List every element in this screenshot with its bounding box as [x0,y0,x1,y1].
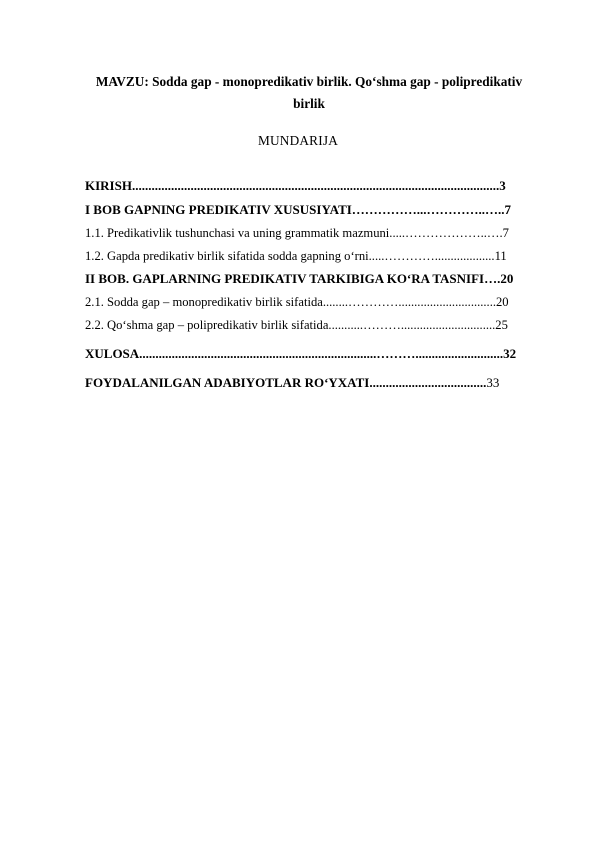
toc-entry-kirish: KIRISH.................................................................................................................3 [85,178,506,193]
document-title-line-2: birlik [293,96,325,111]
toc-entry-section-2-1: 2.1. Sodda gap – monopredikativ birlik sifatida........…………...............................20 [85,295,509,309]
toc-entry-references [85,373,555,393]
document-title-line-1: MAVZU: Sodda gap - monopredikativ birlik. Qo‘shma gap - polipredikativ [95,74,523,89]
toc-entry-section-1-2: 1.2. Gapda predikativ birlik sifatida sodda gapning o‘rni.....…………...................11 [85,249,507,263]
toc-entry-xulosa: XULOSA.........................................................................………...........................32 [85,346,517,361]
toc-entry-references-text: FOYDALANILGAN ADABIYOTLAR RO‘YXATI.................................... [85,375,487,390]
toc-entry-section-2-2: 2.2. Qo‘shma gap – polipredikativ birlik sifatida...........………..............................25 [85,318,508,332]
toc-entry-chapter-2: II BOB. GAPLARNING PREDIKATIV TARKIBIGA KO‘RA TASNIFI….20 [85,271,514,286]
toc-entry-section-1-1: 1.1. Predikativlik tushunchasi va uning grammatik mazmuni.....………………..….7 [85,226,509,240]
toc-heading: MUNDARIJA [257,133,339,148]
toc-entry-chapter-1: I BOB GAPNING PREDIKATIV XUSUSIYATI……………...…………..…..7 [85,202,512,217]
toc-entry-references-page: 33 [486,375,500,390]
